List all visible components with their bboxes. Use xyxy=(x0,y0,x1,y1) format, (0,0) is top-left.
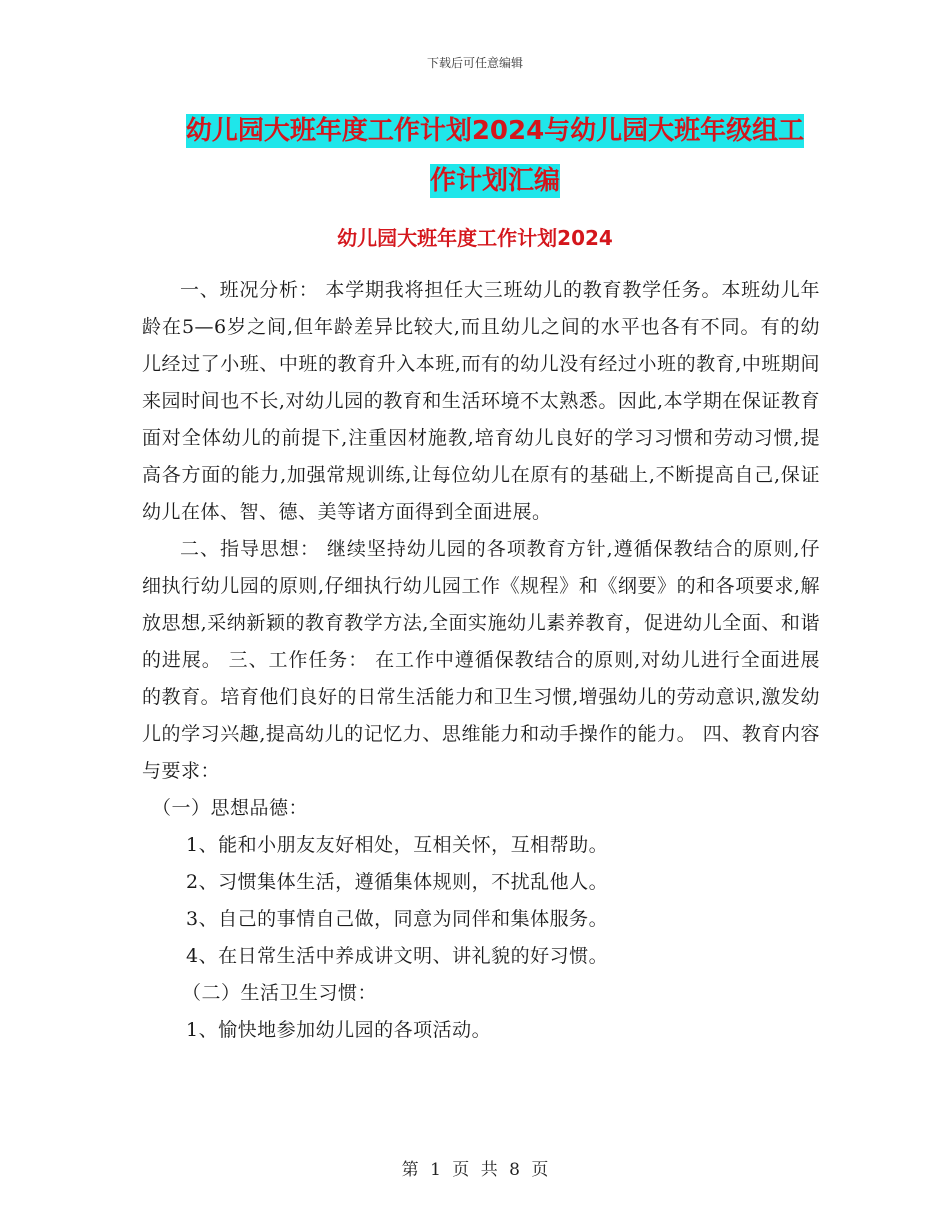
document-title xyxy=(150,106,840,206)
title-line-1: 幼儿园大班年度工作计划2024与幼儿园大班年级组工 xyxy=(185,116,805,146)
list-item: 4、在日常生活中养成讲文明、讲礼貌的好习惯。 xyxy=(186,945,609,967)
list-item: 1、能和小朋友友好相处，互相关怀，互相帮助。 xyxy=(186,834,609,856)
page-footer: 第 1 页 共 8 页 xyxy=(401,1160,549,1180)
list-item: 3、自己的事情自己做，同意为同伴和集体服务。 xyxy=(186,908,609,930)
list-item: 2、习惯集体生活，遵循集体规则，不扰乱他人。 xyxy=(186,871,609,893)
heading-moral: （一）思想品德： xyxy=(152,797,309,819)
document-body xyxy=(142,272,820,1049)
list-item: 1、愉快地参加幼儿园的各项活动。 xyxy=(186,1019,492,1041)
section-title: 幼儿园大班年度工作计划2024 xyxy=(337,226,613,250)
heading-hygiene: （二）生活卫生习惯： xyxy=(182,982,378,1004)
title-line-2: 作计划汇编 xyxy=(429,166,560,196)
paragraph-guiding-thought: 二、指导思想： 继续坚持幼儿园的各项教育方针,遵循保教结合的原则,仔细执行幼儿园的原则,仔细执行幼儿园工作《规程》和《纲要》的和各项要求,解放思想,采纳新颖的教育教学方法,全面实施幼儿素养教育，促进幼儿全面、和谐的进展。 三、工作任务： 在工作中遵循保教结合的原则,对幼儿进行全面进展的教育。培育他们良好的日常生活能力和卫生习惯,增强幼儿的劳动意识,激发幼儿的学习兴趣,提高幼儿的记忆力、思维能力和动手操作的能力。 四、教育内容与要求： xyxy=(142,538,820,782)
header-note: 下载后可任意编辑 xyxy=(426,56,523,70)
paragraph-class-analysis: 一、班况分析： 本学期我将担任大三班幼儿的教育教学任务。本班幼儿年龄在5—6岁之间,但年龄差异比较大,而且幼儿之间的水平也各有不同。有的幼儿经过了小班、中班的教育升入本班,而有的幼儿没有经过小班的教育,中班期间来园时间也不长,对幼儿园的教育和生活环境不太熟悉。因此,本学期在保证教育面对全体幼儿的前提下,注重因材施教,培育幼儿良好的学习习惯和劳动习惯,提高各方面的能力,加强常规训练,让每位幼儿在原有的基础上,不断提高自己,保证幼儿在体、智、德、美等诸方面得到全面进展。 xyxy=(142,279,820,523)
